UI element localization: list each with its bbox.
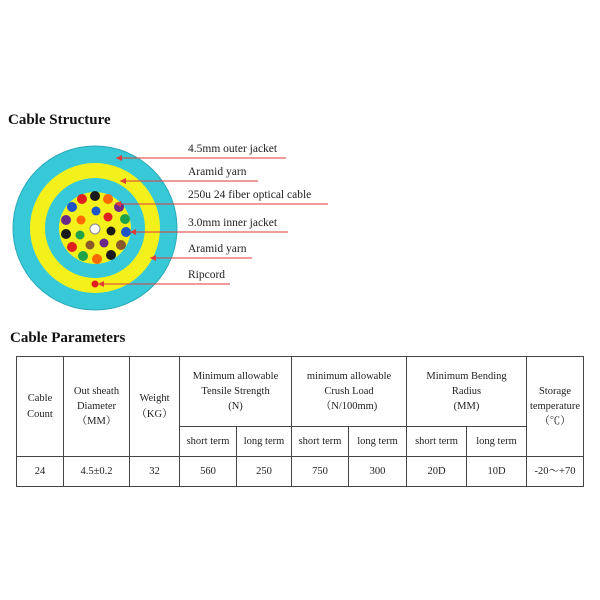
cell-sheath-diameter: 4.5±0.2: [64, 457, 130, 487]
cell-cable-count: 24: [17, 457, 64, 487]
cell-crush-long: 300: [349, 457, 407, 487]
cable-structure-title: Cable Structure: [8, 112, 111, 128]
cell-storage-temperature: -20～+70: [527, 457, 584, 487]
fiber: [77, 216, 86, 225]
fiber: [92, 254, 102, 264]
fiber: [90, 191, 100, 201]
header-weight: Weight （KG）: [130, 357, 180, 457]
header-cable-count: Cable Count: [17, 357, 64, 457]
ripcord-dot: [92, 281, 99, 288]
fiber: [61, 229, 71, 239]
header-bending-radius: Minimum Bending Radius (MM): [407, 357, 527, 427]
central-strength-member: [90, 224, 100, 234]
fiber: [100, 239, 109, 248]
subheader-tensile-long: long term: [237, 427, 292, 457]
fiber: [92, 207, 101, 216]
cable-parameters-title: Cable Parameters: [10, 330, 126, 346]
fiber: [106, 250, 116, 260]
header-sheath-diameter: Out sheath Diameter （MM）: [64, 357, 130, 457]
label-aramid-yarn-outer: Aramid yarn: [188, 166, 247, 178]
label-outer-jacket: 4.5mm outer jacket: [188, 143, 278, 155]
fiber: [116, 240, 126, 250]
label-ripcord: Ripcord: [188, 269, 226, 281]
subheader-tensile-short: short term: [180, 427, 237, 457]
cell-tensile-long: 250: [237, 457, 292, 487]
cell-bend-long: 10D: [467, 457, 527, 487]
fiber: [107, 227, 116, 236]
cell-crush-short: 750: [292, 457, 349, 487]
cell-weight: 32: [130, 457, 180, 487]
subheader-crush-long: long term: [349, 427, 407, 457]
fiber: [61, 215, 71, 225]
fiber: [104, 213, 113, 222]
fiber: [78, 251, 88, 261]
table-row: [17, 457, 584, 487]
fiber: [103, 194, 113, 204]
fiber: [77, 194, 87, 204]
header-tensile-strength: Minimum allowable Tensile Strength (N): [180, 357, 292, 427]
fiber: [67, 202, 77, 212]
subheader-bend-short: short term: [407, 427, 467, 457]
cell-tensile-short: 560: [180, 457, 237, 487]
label-fiber-optical-cable: 250u 24 fiber optical cable: [188, 189, 312, 201]
cable-parameters-table: [16, 356, 584, 487]
fiber: [86, 241, 95, 250]
label-inner-jacket: 3.0mm inner jacket: [188, 217, 278, 229]
header-storage-temperature: Storage temperature （℃）: [527, 357, 584, 457]
label-aramid-yarn-inner: Aramid yarn: [188, 243, 247, 255]
fiber: [67, 242, 77, 252]
fiber: [120, 214, 130, 224]
header-crush-load: minimum allowable Crush Load （N/100mm): [292, 357, 407, 427]
subheader-crush-short: short term: [292, 427, 349, 457]
fiber: [121, 227, 131, 237]
fiber: [76, 231, 85, 240]
cell-bend-short: 20D: [407, 457, 467, 487]
subheader-bend-long: long term: [467, 427, 527, 457]
